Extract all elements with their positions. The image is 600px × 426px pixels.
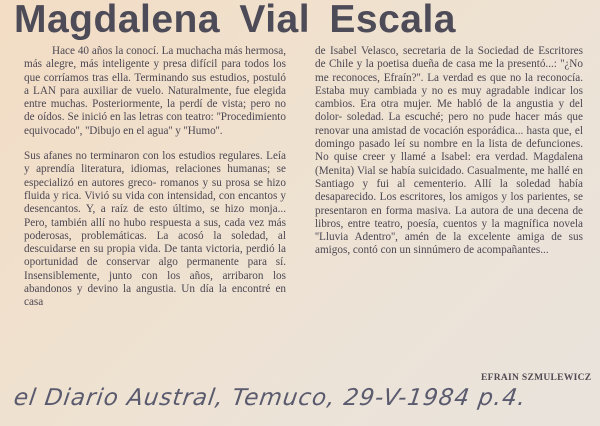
handwritten-source-note: el Diario Austral, Temuco, 29-V-1984 p.4.	[12, 385, 529, 411]
author-byline: EFRAIN SZMULEWICZ	[481, 373, 592, 383]
right-paragraph-1: de Isabel Velasco, secretaria de la Sociedad de Escritores de Chile y la poetisa dueña de casa me la presentó...: ''¿No me reconoces, Efraín?''. La verdad es que no la reconocía. Estaba muy cambiada y no es muy agradable indicar los cambios. Era otra mujer. Me habló de la angustia y del dolor- soledad. La escuché; pero no pude hacer más que renovar una amistad de vocación esporádica... hasta que, el domingo pasado leí su nombre en la lista de defunciones. No quise creer y llamé a Isabel: era verdad. Magdalena (Menita) Vial se había suicidado. Casualmente, me hallé en Santiago y fui al cementerio. Allí la soledad había desaparecido. Los escritores, los amigos y los parientes, se presentaron en forma masiva. La autora de una decena de libros, entre teatro, poesía, cuentos y la magnífica novela ''Lluvia Adentro'', amén de la excelente amiga de sus amigos, contó con un sinnúmero de acompañantes...	[315, 45, 583, 257]
article-title: Magdalena Vial Escala	[14, 0, 456, 41]
left-column	[24, 45, 286, 310]
left-paragraph-1: Hace 40 años la conocí. La muchacha más hermosa, más alegre, más inteligente y presa difícil para todos los que corríamos tras ella. Terminando sus estudios, postuló a LAN para auxiliar de vuelo. Naturalmente, fue elegida entre muchas. Posteriormente, la perdí de vista; pero no de oídos. Se inició en las letras con teatro: ''Procedimiento equivocado'', ''Dibujo en el agua'' y ''Humo''.	[24, 45, 286, 137]
left-paragraph-2: Sus afanes no terminaron con los estudios regulares. Leía y aprendía literatura, idiomas, relaciones humanas; se especializó en autores greco- romanos y su prosa se hizo fluida y rica. Vivió su vida con intensidad, con encantos y desencantos. Y, a raíz de esto último, se hizo monja... Pero, también allí no hubo respuesta a sus, cada vez más poderosas, problemáticas. La acosó la soledad, al descuidarse en su propia vida. De tanta victoria, perdió la oportunidad de conservar algo permanente para sí. Insensiblemente, junto con los años, arribaron los abandonos y devino la angustia. Un día la encontré en casa	[24, 150, 286, 309]
right-column	[315, 45, 583, 258]
